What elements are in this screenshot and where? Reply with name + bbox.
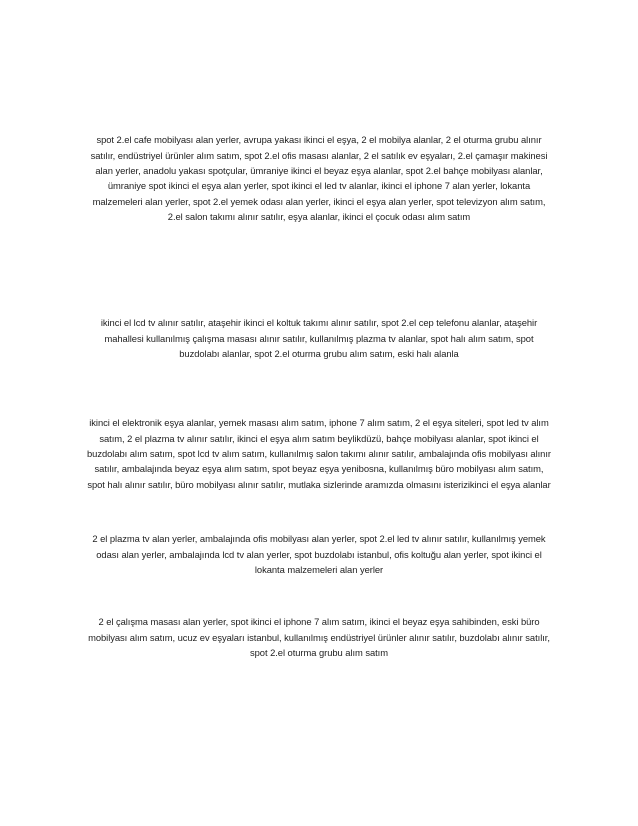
paragraph-2: ikinci el lcd tv alınır satılır, ataşehir ikinci el koltuk takımı alınır satılır, spot 2.el cep telefonu alanlar, ataşehir mahallesi kullanılmış çalışma masası alınır satılır, kullanılmış plazma tv alanlar, spot halı alım satım, spot buzdolabı alanlar, spot 2.el oturma grubu alım satım, eski halı alanla bbox=[100, 317, 538, 359]
paragraph-5: 2 el çalışma masası alan yerler, spot ikinci el iphone 7 alım satım, ikinci el beyaz eşya sahibinden, eski büro mobilyası alım satım, ucuz ev eşyaları istanbul, kullanılmış endüstriyel ürünler alınır satılır, buzdolabı alınır satılır, spot 2.el oturma grubu alım satım bbox=[88, 616, 550, 658]
paragraph-3: ikinci el elektronik eşya alanlar, yemek masası alım satım, iphone 7 alım satım, 2 el eşya siteleri, spot led tv alım satım, 2 el plazma tv alınır satılır, ikinci el eşya alım satım beylikdüzü, bahçe mobilyası alanlar, spot ikinci el buzdolabı alım satım, spot lcd tv alım satım, kullanılmış salon takımı alınır satılır, ambalajında ofis mobilyası alınır satılır, ambalajında beyaz eşya alım satım, spot beyaz eşya yenibosna, kullanılmış büro mobilyası alım satım, spot halı alınır satılır, büro mobilyası alınır satılır, mutlaka sizlerinde aramızda olmasını isterizikinci el eşya alanlar bbox=[87, 417, 551, 490]
paragraph-1: spot 2.el cafe mobilyası alan yerler, avrupa yakası ikinci el eşya, 2 el mobilya alanlar, 2 el oturma grubu alınır satılır, endüstriyel ürünler alım satım, spot 2.el ofis masası alanlar, 2 el satılık ev eşyaları, 2.el çamaşır makinesi alan yerler, anadolu yakası spotçular, ümraniye ikinci el beyaz eşya alanlar, spot 2.el bahçe mobilyası alanlar, ümraniye spot ikinci el eşya alan yerler, spot ikinci el led tv alanlar, ikinci el iphone 7 alan yerler, lokanta malzemeleri alan yerler, spot 2.el yemek odası alan yerler, ikinci el eşya alan yerler, spot televizyon alım satım, 2.el salon takımı alınır satılır, eşya alanlar, ikinci el çocuk odası alım satım bbox=[90, 134, 548, 222]
paragraph-4: 2 el plazma tv alan yerler, ambalajında ofis mobilyası alan yerler, spot 2.el led tv alınır satılır, kullanılmış yemek odası alan yerler, ambalajında lcd tv alan yerler, spot buzdolabı istanbul, ofis koltuğu alan yerler, spot ikinci el lokanta malzemeleri alan yerler bbox=[92, 533, 546, 575]
